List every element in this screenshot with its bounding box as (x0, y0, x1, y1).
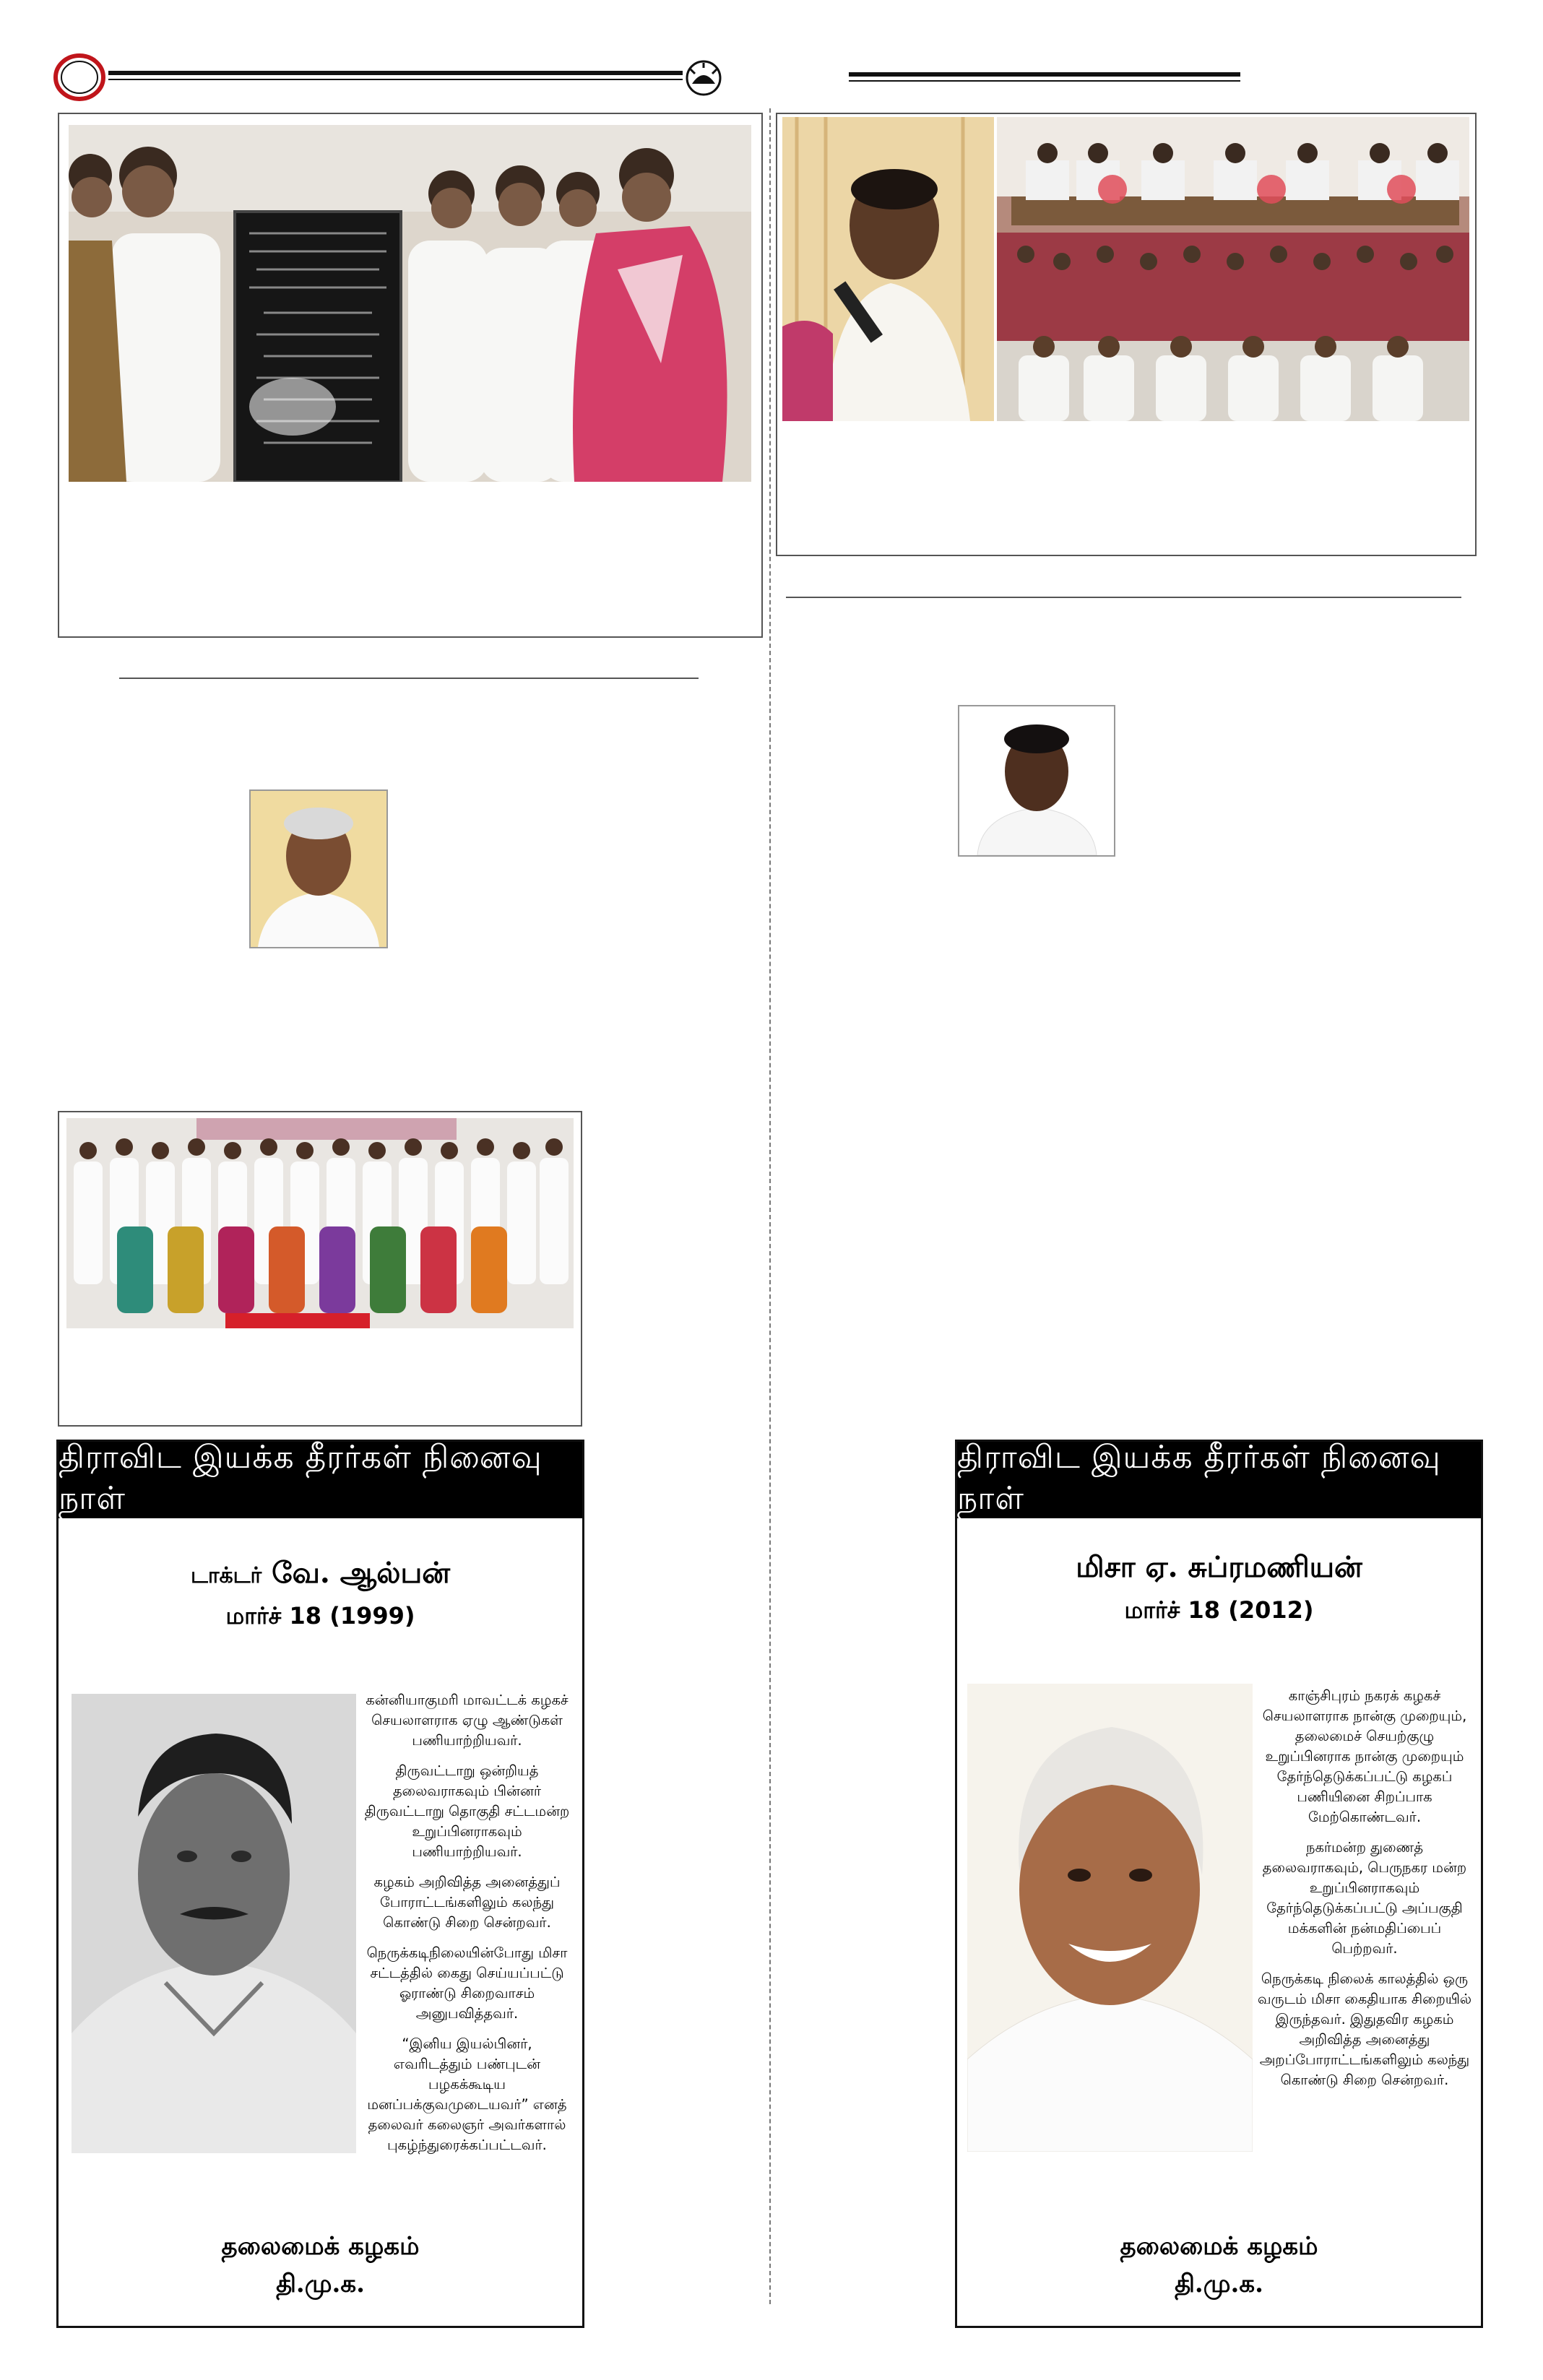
memorial-footer-party: தி.மு.க. (1175, 2269, 1263, 2298)
section-rule-right (786, 597, 1461, 598)
memorial-footer (59, 2228, 582, 2303)
memorial-person-name: வே. ஆல்பன் (272, 1556, 451, 1590)
memorial-footer-org: தலைமைக் கழகம் (1120, 2232, 1318, 2261)
memorial-person-name: மிசா ஏ. சுப்ரமணியன் (1076, 1550, 1362, 1584)
hall-audience-photo (997, 117, 1469, 421)
rising-sun-emblem-icon (683, 59, 724, 97)
memorial-bio-para: காஞ்சிபுரம் நகரக் கழகச் செயலாளராக நான்கு முறையும், தலைமைச் செயற்குழு உறுப்பினராக நான்கு முறையும் தேர்ந்தெடுக்கப்பட்டு கழகப் பணியினை சிறப்பாக மேற்கொண்டவர். (1262, 1687, 1467, 1825)
memorial-bio-para: கன்னியாகுமரி மாவட்டக் கழகச் செயலாளராக ஏழு ஆண்டுகள் பணியாற்றியவர். (366, 1692, 569, 1749)
header-rule-left-thin (108, 79, 683, 80)
memorial-bio (360, 1690, 574, 2165)
leader-portrait-right-photo (958, 705, 1115, 857)
memorial-heading: திராவிட இயக்க தீரர்கள் நினைவு நாள் (957, 1442, 1481, 1518)
memorial-portrait-photo (72, 1694, 356, 2153)
memorial-bio (1257, 1686, 1472, 2100)
memorial-footer-party: தி.மு.க. (276, 2269, 365, 2298)
column-divider (769, 108, 771, 2304)
memorial-bio-para: கழகம் அறிவித்த அனைத்துப் போராட்டங்களிலும் கலந்து கொண்டு சிறை சென்றவர். (373, 1874, 561, 1931)
party-logo-circle-icon (52, 52, 107, 103)
header-rule-right-thin (849, 80, 1240, 82)
memorial-bio-para: “இனிய இயல்பினர், எவரிடத்தும் பண்புடன் பழகக்கூடிய மனப்பக்குவமுடையவர்” எனத் தலைவர் கலைஞர் அவர்களால் புகழ்ந்துரைக்கப்பட்டவர். (367, 2035, 567, 2153)
memorial-box-right (955, 1440, 1483, 2328)
section-rule-left (119, 678, 699, 679)
memorial-name (59, 1556, 582, 1593)
welfare-distribution-group-photo (66, 1118, 574, 1328)
header-rule-right (849, 72, 1240, 77)
memorial-date: மார்ச் 18 (2012) (1124, 1596, 1314, 1624)
memorial-bio-para: நகர்மன்ற துணைத் தலைவராகவும், பெருநகர மன்ற உறுப்பினராகவும் தேர்ந்தெடுக்கப்பட்டு அப்பகுதி மக்களின் நன்மதிப்பைப் பெற்றவர். (1262, 1839, 1467, 1957)
memorial-bio-para: திருவட்டாறு ஒன்றியத் தலைவராகவும் பின்னர் திருவட்டாறு தொகுதி சட்டமன்ற உறுப்பினராகவும் பணியாற்றியவர். (364, 1762, 570, 1860)
header-rule-left (108, 71, 683, 75)
memorial-title-prefix: டாக்டர் (190, 1563, 262, 1588)
memorial-date: மார்ச் 18 (1999) (225, 1602, 415, 1630)
memorial-box-left (56, 1440, 584, 2328)
speaker-at-podium-photo (782, 117, 994, 421)
memorial-portrait-photo (967, 1684, 1253, 2152)
memorial-footer-org: தலைமைக் கழகம் (221, 2232, 420, 2261)
memorial-footer (957, 2228, 1481, 2303)
memorial-bio-para: நெருக்கடிநிலையின்போது மிசா சட்டத்தில் கைது செய்யப்பட்டு ஓராண்டு சிறைவாசம் அனுபவித்தவர். (366, 1944, 568, 2022)
leader-portrait-left-photo (249, 789, 388, 948)
memorial-name (957, 1550, 1481, 1588)
memorial-bio-para: நெருக்கடி நிலைக் காலத்தில் ஒரு வருடம் மிசா கைதியாக சிறையில் இருந்தவர். இதுதவிர கழகம் அறிவித்த அனைத்து அறப்போராட்டங்களிலும் கலந்து கொண்டு சிறை சென்றவர். (1257, 1970, 1472, 2088)
memorial-heading: திராவிட இயக்க தீரர்கள் நினைவு நாள் (59, 1442, 582, 1518)
plaque-unveiling-photo (69, 125, 751, 482)
